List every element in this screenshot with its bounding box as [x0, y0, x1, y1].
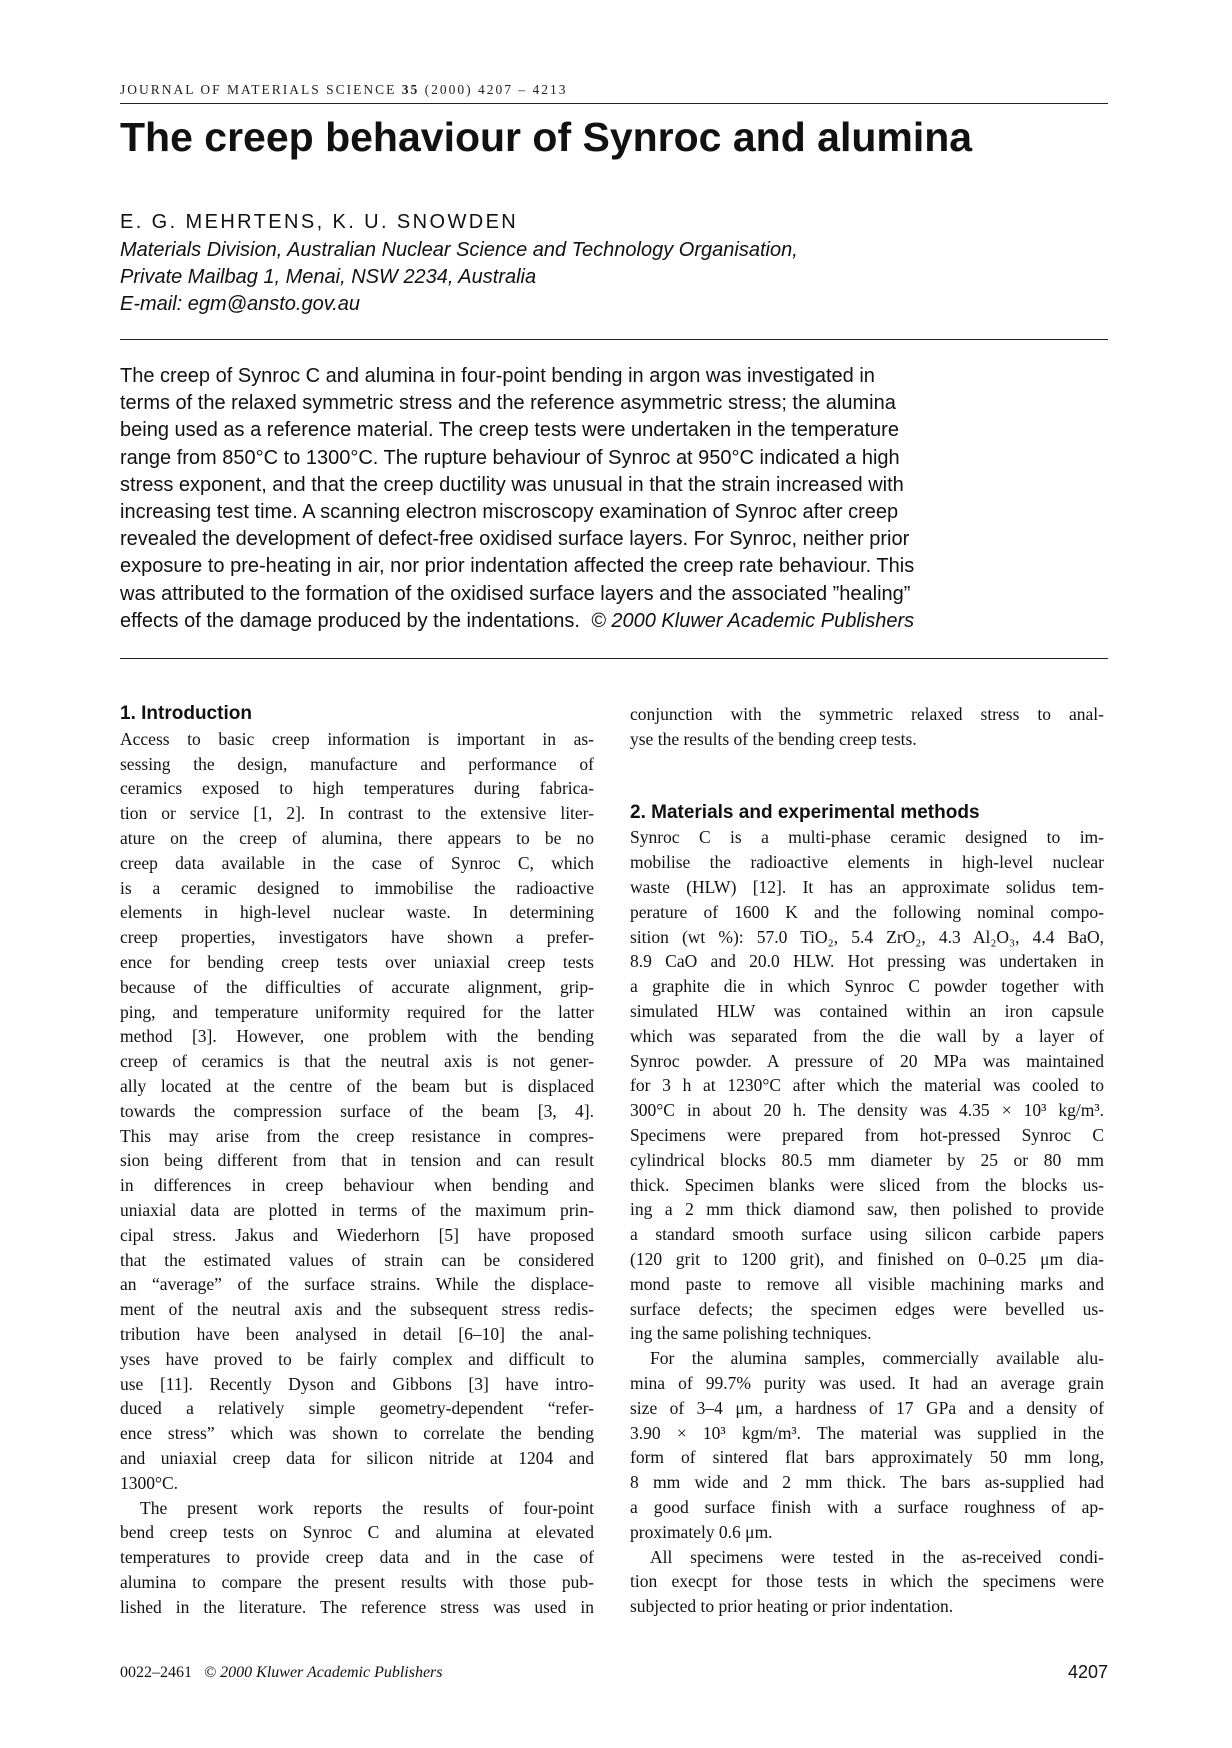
text-line: alumina to compare the present results with those pub-	[120, 1571, 594, 1592]
methods-paragraph-3	[630, 1545, 1104, 1619]
journal-header	[120, 82, 1108, 98]
text-line: For the alumina samples, commercially available alu-	[650, 1348, 1104, 1369]
authors: E. G. MEHRTENS, K. U. SNOWDEN	[120, 211, 519, 233]
abstract-line: was attributed to the formation of the oxidised surface layers and the associated ”healing”	[120, 582, 911, 605]
text-line: yse the results of the bending creep tests.	[630, 728, 917, 749]
methods-paragraph-2	[630, 1346, 1104, 1544]
text-line: form of sintered flat bars approximately 50 mm long,	[630, 1447, 1104, 1468]
journal-year-pages: (2000) 4207 – 4213	[424, 82, 568, 97]
abstract-line: terms of the relaxed symmetric stress and the reference asymmetric stress; the alumina	[120, 392, 896, 415]
abstract	[120, 363, 1110, 635]
text-line: bend creep tests on Synroc C and alumina at elevated	[120, 1522, 594, 1543]
text-line: ping, and temperature uniformity required for the latter	[120, 1001, 594, 1022]
text-line: ing the same polishing techniques.	[630, 1323, 872, 1344]
text-line: mobilise the radioactive elements in high-level nuclear	[630, 852, 1104, 873]
text-line: 3.90 × 10³ kgm/m³. The material was supplied in the	[630, 1422, 1104, 1443]
intro-continuation	[630, 702, 1104, 752]
section-heading-introduction: 1. Introduction	[120, 703, 252, 724]
issn: 0022–2461	[120, 1664, 192, 1681]
header-rule	[120, 103, 1108, 104]
text-line: thick. Specimen blanks were sliced from the blocks us-	[630, 1174, 1104, 1195]
text-line: This may arise from the creep resistance in compres-	[120, 1125, 594, 1146]
text-line: sessing the design, manufacture and performance of	[120, 753, 594, 774]
abstract-line: being used as a reference material. The creep tests were undertaken in the temperature	[120, 419, 899, 442]
text-line: tion execpt for those tests in which the specimens were	[630, 1571, 1104, 1592]
text-line: ence for bending creep tests over uniaxial creep tests	[120, 951, 594, 972]
text-line: yses have proved to be fairly complex and difficult to	[120, 1348, 594, 1369]
right-column	[630, 702, 1104, 1619]
text-line: use [11]. Recently Dyson and Gibbons [3] have intro-	[120, 1373, 594, 1394]
text-line: method [3]. However, one problem with the bending	[120, 1026, 594, 1047]
text-line: ature on the creep of alumina, there appears to be no	[120, 827, 594, 848]
text-line: creep of ceramics is that the neutral axis is not gener-	[120, 1051, 594, 1072]
text-line: Specimens were prepared from hot-pressed Synroc C	[630, 1124, 1104, 1145]
abstract-copyright: © 2000 Kluwer Academic Publishers	[591, 609, 915, 632]
abstract-line: The creep of Synroc C and alumina in four-point bending in argon was investigated in	[120, 365, 875, 387]
affiliation	[120, 237, 1108, 318]
abstract-line: exposure to pre-heating in air, nor prior indentation affected the creep rate behaviour. This	[120, 555, 915, 578]
text-line: perature of 1600 K and the following nominal compo-	[630, 901, 1104, 922]
text-line: in differences in creep behaviour when bending and	[120, 1175, 594, 1196]
abstract-line: range from 850°C to 1300°C. The rupture behaviour of Synroc at 950°C indicated a high	[120, 446, 900, 469]
text-line: ceramics exposed to high temperatures during fabrica-	[120, 778, 594, 799]
text-line: Synroc powder. A pressure of 20 MPa was maintained	[630, 1050, 1104, 1071]
text-line: which was separated from the die wall by a layer of	[630, 1025, 1104, 1046]
text-line: subjected to prior heating or prior indentation.	[630, 1596, 954, 1617]
text-line: ally located at the centre of the beam but is displaced	[120, 1075, 594, 1096]
text-line: for 3 h at 1230°C after which the material was cooled to	[630, 1075, 1104, 1096]
abstract-line: increasing test time. A scanning electron miscroscopy examination of Synroc after creep	[120, 501, 899, 524]
text-line: a graphite die in which Synroc C powder together with	[630, 976, 1104, 997]
page-number: 4207	[1067, 1662, 1108, 1682]
text-line: simulated HLW was contained within an iron capsule	[630, 1000, 1104, 1021]
text-line: proximately 0.6 μm.	[630, 1521, 773, 1542]
text-line: and uniaxial creep data for silicon nitride at 1204 and	[120, 1447, 594, 1468]
text-line: tion or service [1, 2]. In contrast to the extensive liter-	[120, 803, 594, 824]
text-line: duced a relatively simple geometry-dependent “refer-	[120, 1398, 594, 1419]
abstract-top-rule	[120, 339, 1108, 340]
text-line: a standard smooth surface using silicon carbide papers	[630, 1224, 1104, 1245]
footer-publisher: © 2000 Kluwer Academic Publishers	[204, 1664, 443, 1681]
text-line: because of the difficulties of accurate alignment, grip-	[120, 976, 594, 997]
intro-paragraph-1	[120, 727, 594, 1496]
footer-issn	[120, 1664, 443, 1682]
text-line: surface defects; the specimen edges were bevelled us-	[630, 1298, 1104, 1319]
text-line: sion being different from that in tension and can result	[120, 1150, 594, 1171]
text-line: mond paste to remove all visible machining marks and	[630, 1273, 1104, 1294]
abstract-line: revealed the development of defect-free oxidised surface layers. For Synroc, neither prior	[120, 528, 910, 551]
text-line: sition (wt %): 57.0 TiO₂, 5.4 ZrO₂, 4.3 Al₂O₃, 4.4 BaO,	[630, 926, 1104, 947]
text-line: (120 grit to 1200 grit), and finished on 0–0.25 μm dia-	[630, 1248, 1104, 1269]
affiliation-line: Materials Division, Australian Nuclear Science and Technology Organisation,	[120, 239, 798, 261]
methods-paragraph-1	[630, 825, 1104, 1346]
text-line: 8 mm wide and 2 mm thick. The bars as-supplied had	[630, 1472, 1104, 1493]
text-line: waste (HLW) [12]. It has an approximate solidus tem-	[630, 876, 1104, 897]
text-line: Synroc C is a multi-phase ceramic designed to im-	[630, 827, 1104, 848]
text-line: an “average” of the surface strains. While the displace-	[120, 1274, 594, 1295]
text-line: Access to basic creep information is important in as-	[120, 728, 594, 749]
section-heading-methods: 2. Materials and experimental methods	[630, 801, 980, 823]
text-line: tribution have been analysed in detail [6–10] the anal-	[120, 1323, 594, 1344]
text-line: creep data available in the case of Synroc C, which	[120, 852, 594, 873]
journal-name: JOURNAL OF MATERIALS SCIENCE	[120, 82, 397, 97]
text-line: towards the compression surface of the beam [3, 4].	[120, 1100, 594, 1121]
abstract-line	[120, 608, 1110, 635]
text-line: conjunction with the symmetric relaxed stress to anal-	[630, 704, 1104, 724]
text-line: creep properties, investigators have shown a prefer-	[120, 927, 594, 948]
text-line: cylindrical blocks 80.5 mm diameter by 25 or 80 mm	[630, 1149, 1104, 1170]
text-line: that the estimated values of strain can be considered	[120, 1249, 594, 1270]
text-line: 1300°C.	[120, 1472, 179, 1493]
left-column	[120, 702, 594, 1619]
text-line: a good surface finish with a surface roughness of ap-	[630, 1496, 1104, 1517]
text-line: elements in high-level nuclear waste. In determining	[120, 902, 594, 923]
text-line: All specimens were tested in the as-received condi-	[650, 1546, 1104, 1567]
paper-title: The creep behaviour of Synroc and alumina	[120, 114, 973, 160]
abstract-bottom-rule	[120, 658, 1108, 659]
text-line: uniaxial data are plotted in terms of the maximum prin-	[120, 1199, 594, 1220]
text-line: cipal stress. Jakus and Wiederhorn [5] have proposed	[120, 1224, 594, 1245]
text-line: 8.9 CaO and 20.0 HLW. Hot pressing was undertaken in	[630, 951, 1104, 972]
intro-paragraph-2	[120, 1496, 594, 1620]
text-line: ing a 2 mm thick diamond saw, then polished to provide	[630, 1199, 1104, 1220]
email-line: E-mail: egm@ansto.gov.au	[120, 293, 361, 315]
text-line: The present work reports the results of four-point	[140, 1497, 594, 1518]
journal-volume: 35	[401, 82, 420, 97]
text-line: lished in the literature. The reference stress was used in	[120, 1596, 594, 1617]
text-line: temperatures to provide creep data and in the case of	[120, 1547, 594, 1568]
text-line: ence stress” which was shown to correlate the bending	[120, 1423, 594, 1444]
text-line: ment of the neutral axis and the subsequent stress redis-	[120, 1299, 594, 1320]
abstract-line: stress exponent, and that the creep ductility was unusual in that the strain increased with	[120, 473, 904, 496]
text-line: size of 3–4 μm, a hardness of 17 GPa and a density of	[630, 1397, 1104, 1418]
text-line: is a ceramic designed to immobilise the radioactive	[120, 877, 594, 898]
text-line: mina of 99.7% purity was used. It had an average grain	[630, 1372, 1104, 1393]
abstract-last-line: effects of the damage produced by the indentations.	[120, 609, 580, 632]
text-line: 300°C in about 20 h. The density was 4.35 × 10³ kg/m³.	[630, 1100, 1104, 1121]
affiliation-line: Private Mailbag 1, Menai, NSW 2234, Australia	[120, 266, 537, 288]
